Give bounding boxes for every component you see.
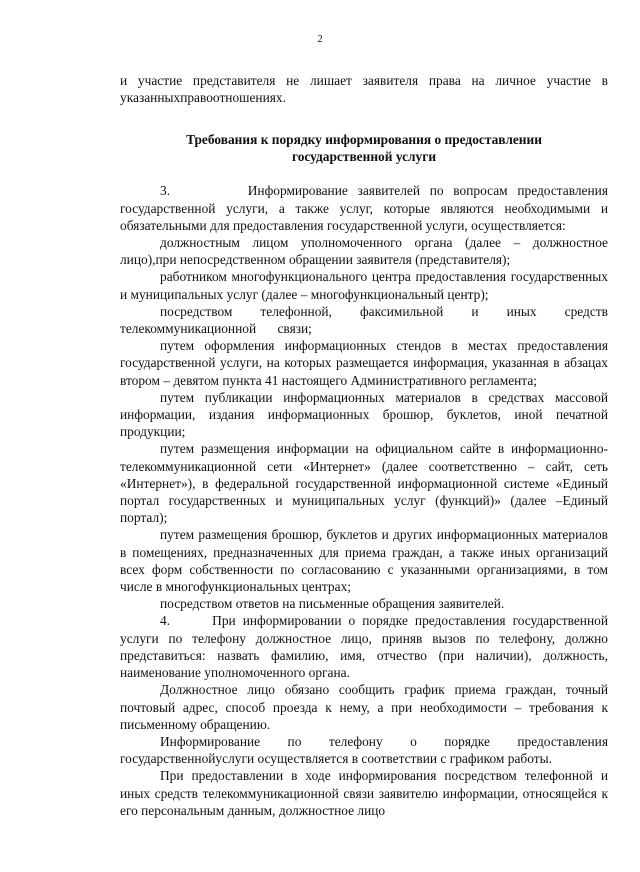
paragraph-4-item-3: При предоставлении в ходе информирования посредством телефонной и иных средств телекоммуникационной связи заявителю информации, относящейся к его персональным данным, должностное лицо <box>120 768 608 818</box>
paragraph-4-item-1: Должностное лицо обязано сообщить график приема граждан, точный почтовый адрес, способ проезда к нему, а при необходимости – требования к письменному обращению. <box>120 682 608 732</box>
paragraph-3: 3. Информирование заявителей по вопросам предоставления государственной услуги, а также услуг, которые являются необходимыми и обязательными для предоставления государственной услуги, осуществляется: <box>120 183 612 233</box>
page-number: 2 <box>317 33 323 45</box>
section-title: Требования к порядку информирования о предоставлении государственной услуги <box>186 132 542 165</box>
paragraph-4: 4. При информировании о порядке предоставления государственной услуги по телефону должностное лицо, приняв вызов по телефону, должно представиться: назвать фамилию, имя, отчество (при наличии), должность, наименование уполномоченного органа. <box>120 613 612 681</box>
paragraph-4-item-2: Информирование по телефону о порядке предоставления государственнойуслуги осуществляется в соответствии с графиком работы. <box>120 733 608 767</box>
paragraph-3-item-4: путем оформления информационных стендов в местах предоставления государственной услуги, на которых размещается информация, указанная в абзацах втором – девятом пункта 41 настоящего Административного регламента; <box>120 338 608 388</box>
paragraph-intro: и участие представителя не лишает заявителя права на личное участие в указанныхправоотношениях. <box>120 73 608 106</box>
paragraph-3-item-5: путем публикации информационных материалов в средствах массовой информации, издания информационных брошюр, буклетов, иной печатной продукции; <box>120 389 608 440</box>
paragraph-3-item-7: путем размещения брошюр, буклетов и других информационных материалов в помещениях, предназначенных для приема граждан, а также иных организаций всех форм собственности по согласованию с указанными организациями, в том числе в многофункциональных центрах; <box>120 527 608 595</box>
document-body <box>120 72 612 819</box>
paragraph-3-item-8: посредством ответов на письменные обращения заявителей. <box>160 596 505 612</box>
paragraph-3-item-6: путем размещения информации на официальном сайте в информационно- телекоммуникационной сети «Интернет» (далее соответственно – сайт, сеть «Интернет»), в федеральной государственной информационной системе «Единый портал государственных и муниципальных услуг (функций)» (далее –Единый портал); <box>120 441 608 526</box>
paragraph-3-item-1: должностным лицом уполномоченного органа (далее – должностное лицо),при непосредственном обращении заявителя (представителя); <box>120 235 608 268</box>
paragraph-3-item-3: посредством телефонной, факсимильной и иных средств телекоммуникационной связи; <box>120 303 608 337</box>
paragraph-3-item-2: работником многофункционального центра предоставления государственных и муниципальных услуг (далее – многофункциональный центр); <box>120 269 608 302</box>
